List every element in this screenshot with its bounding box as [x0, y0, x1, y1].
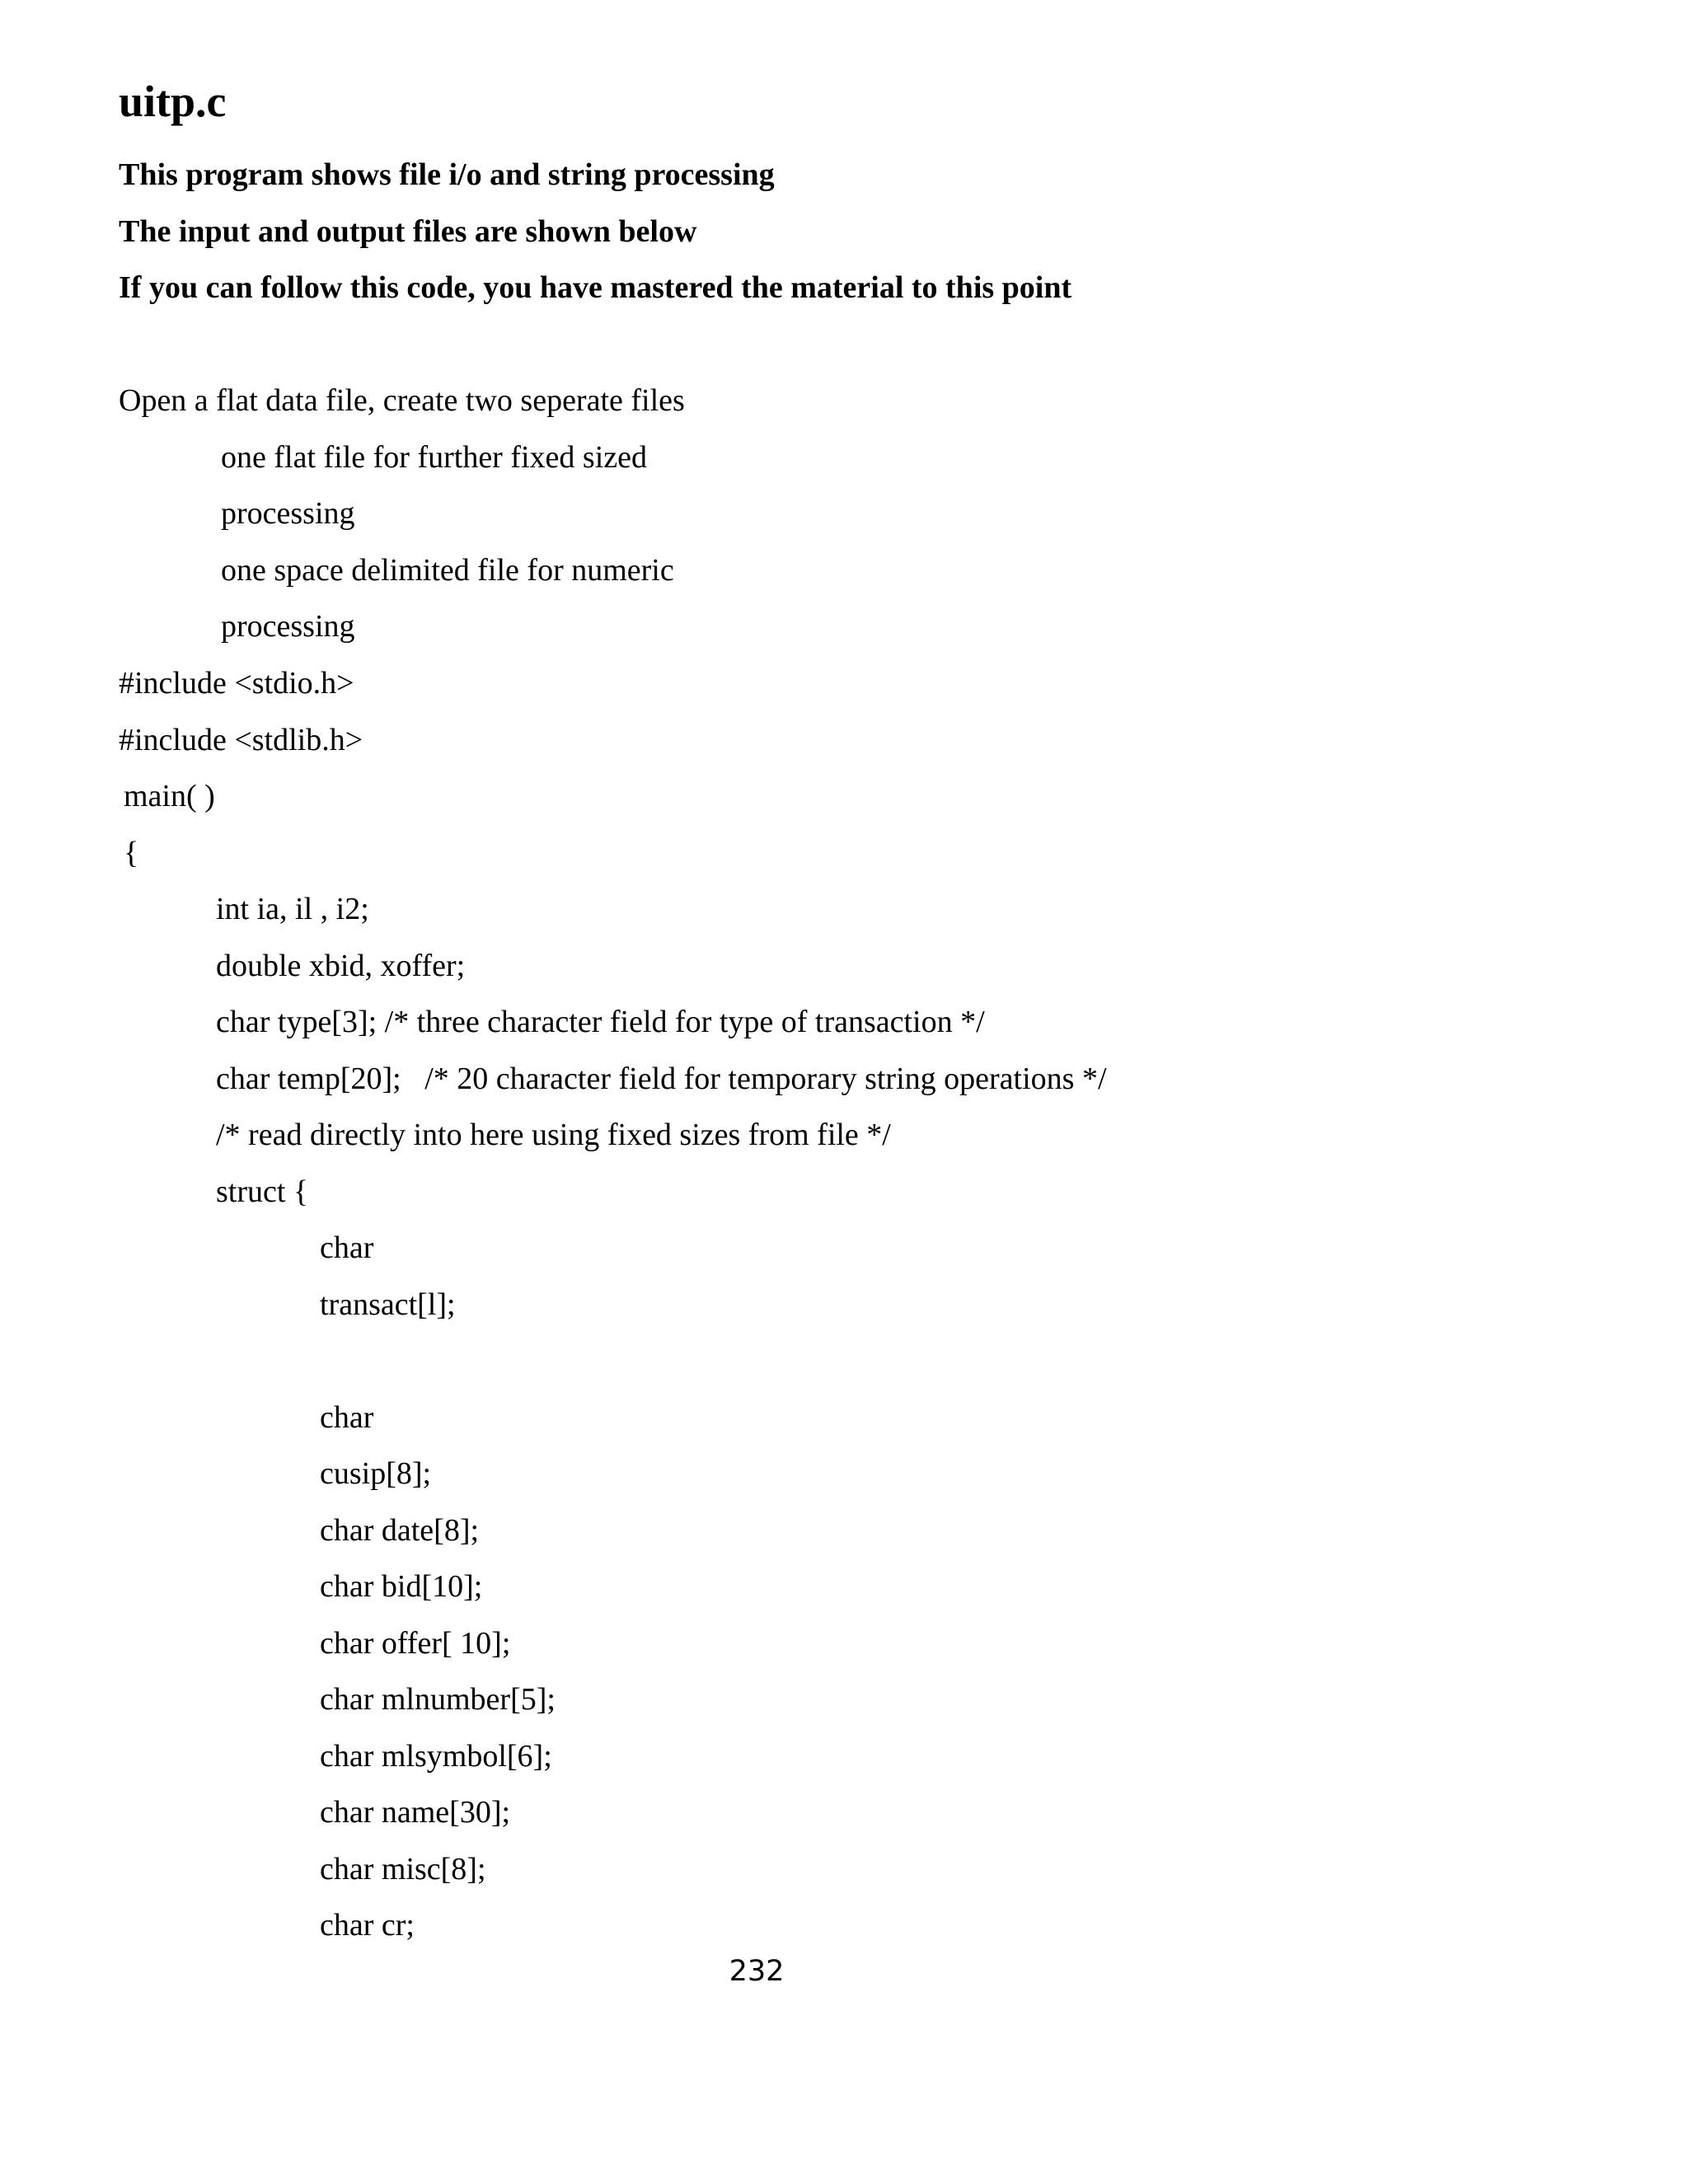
description-line: one space delimited file for numeric — [221, 552, 674, 588]
description-line: one flat file for further fixed sized — [221, 439, 647, 475]
code-struct-open: struct { — [216, 1174, 309, 1209]
code-struct-field: char — [320, 1399, 374, 1435]
intro-line: The input and output files are shown below — [119, 213, 697, 249]
code-struct-field: char mlsymbol[6]; — [320, 1738, 552, 1774]
description-line: processing — [221, 609, 355, 644]
code-decl-type: char type[3]; /* three character field for type of transaction */ — [216, 1005, 985, 1039]
page-number: 232 — [729, 1955, 785, 1988]
code-main: main( ) — [124, 779, 215, 813]
code-decl-double: double xbid, xoffer; — [216, 948, 466, 983]
code-include-stdio: #include <stdio.h> — [119, 666, 354, 701]
code-struct-field: char misc[8]; — [320, 1851, 486, 1886]
code-struct-field: char bid[10]; — [320, 1569, 483, 1604]
code-decl-int: int ia, il , i2; — [216, 892, 369, 926]
code-decl-temp: char temp[20]; /* 20 character field for temporary string operations */ — [216, 1061, 1107, 1096]
code-struct-field: char offer[ 10]; — [320, 1625, 511, 1661]
code-listing — [119, 655, 1107, 1954]
code-blank-line — [119, 1333, 1107, 1390]
description-line: processing — [221, 496, 355, 531]
code-comment-read: /* read directly into here using fixed sizes from file */ — [216, 1118, 891, 1152]
intro-block — [119, 147, 1071, 316]
page-title: uitp.c — [119, 77, 227, 126]
code-struct-field: char name[30]; — [320, 1795, 511, 1830]
code-open-brace: { — [124, 835, 139, 870]
code-struct-field: transact[l]; — [320, 1286, 456, 1322]
intro-line: If you can follow this code, you have mastered the material to this point — [119, 270, 1072, 305]
description-block — [119, 373, 685, 655]
code-struct-field: char cr; — [320, 1908, 415, 1943]
code-struct-field: char date[8]; — [320, 1512, 480, 1548]
intro-line: This program shows file i/o and string processing — [119, 157, 775, 192]
description-heading: Open a flat data file, create two seperate files — [119, 383, 685, 418]
code-struct-field: char — [320, 1230, 374, 1265]
code-struct-field: cusip[8]; — [320, 1456, 432, 1491]
code-struct-field: char mlnumber[5]; — [320, 1682, 556, 1717]
code-include-stdlib: #include <stdlib.h> — [119, 722, 363, 757]
